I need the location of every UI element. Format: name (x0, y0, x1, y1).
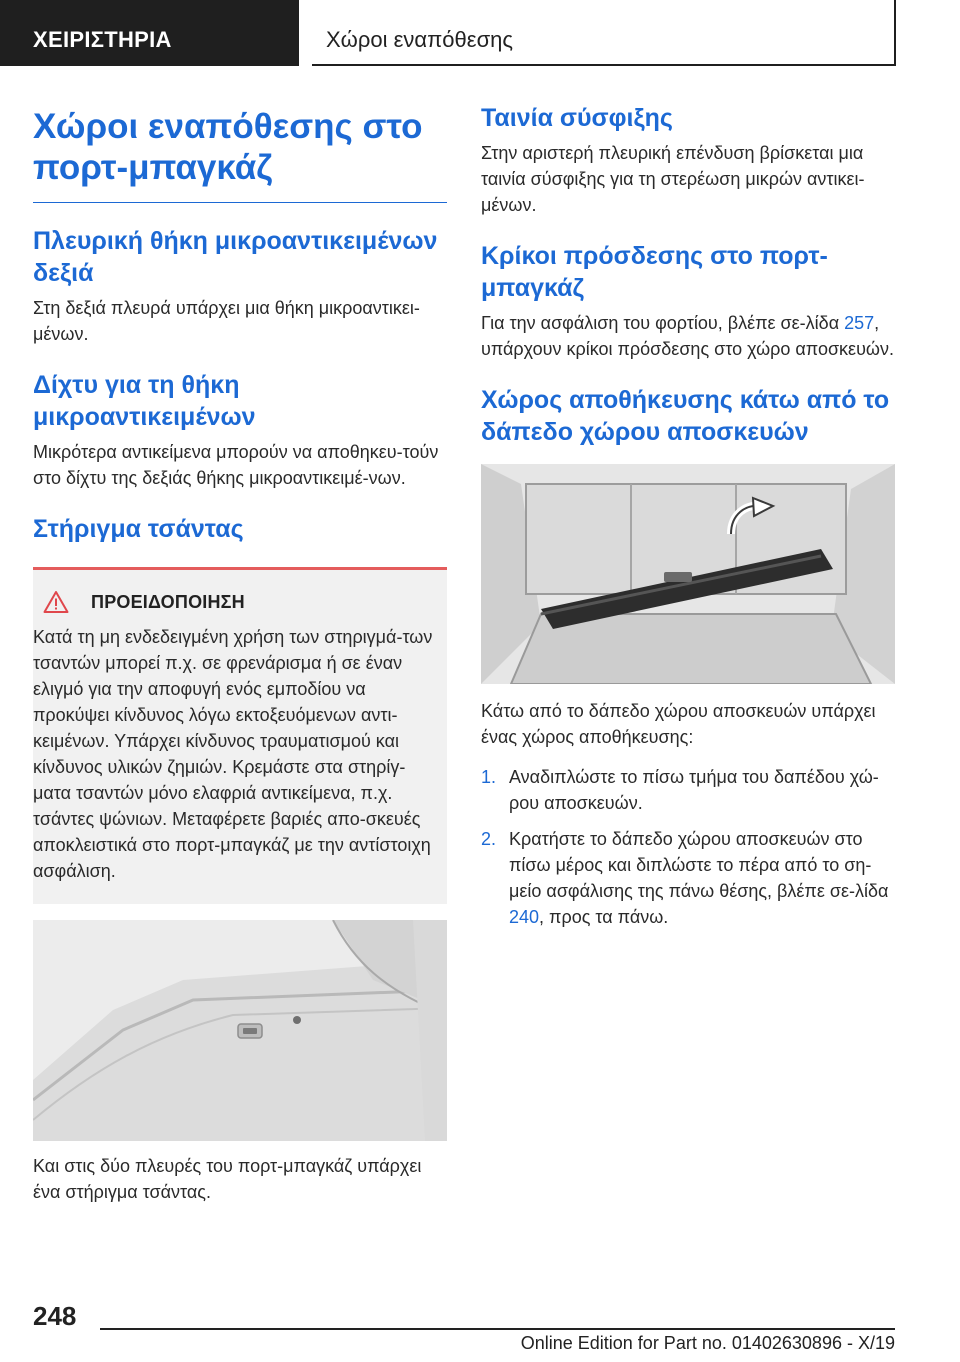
bag-hook-photo (33, 920, 447, 1141)
list-item (481, 826, 895, 930)
step-text-post: , προς τα πάνω. (539, 907, 669, 927)
step-text: Αναδιπλώστε το πίσω τμήμα του δαπέδου χώ-ρου αποσκευών. (509, 767, 879, 813)
heading-side-pocket: Πλευρική θήκη μικροαντικειμένων δεξιά (33, 227, 438, 287)
text-bag-hook: Και στις δύο πλευρές του πορτ-μπαγκάζ υπάρχει ένα στήριγμα τσάντας. (33, 1156, 422, 1202)
heading-bag-hook: Στήριγμα τσάντας (33, 515, 244, 543)
step-number: 2. (481, 829, 497, 849)
steps-list (481, 764, 895, 930)
warning-text: Κατά τη μη ενδεδειγμένη χρήση των στηριγμά-των τσαντών μπορεί π.χ. σε φρενάρισμα ή σε έναν ελιγμό για την αποφυγή ενός εμποδίου να προκύψει κίνδυνος λόγω εκτοξευόμενων αντι-κειμένων. Υπάρχει κίνδυνος τραυματισμού και κίνδυνος υλικών ζημιών. Κρεμάστε στα στηρίγ-ματα τσαντών μόνο ελαφριά αντικείμενα, π.χ. τσάντες ψώνιων. Μεταφέρετε βαριές απο-σκευές αποκλειστικά στο πορτ-μπαγκάζ με την αντίστοιχη ασφάλιση. (33, 627, 433, 881)
heading-rings: Κρίκοι πρόσδεσης στο πορτ-μπαγκάζ (481, 242, 828, 302)
text-underfloor: Κάτω από το δάπεδο χώρου αποσκευών υπάρχει ένας χώρος αποθήκευσης: (481, 701, 876, 747)
text-strap: Στην αριστερή πλευρική επένδυση βρίσκεται μια ταινία σύσφιξης για τη στερέωση μικρών αντικει-μένων. (481, 143, 865, 215)
text-rings-post: , υπάρχουν κρίκοι πρόσδεσης στο χώρο αποσκευών. (481, 313, 894, 359)
list-item (481, 764, 895, 816)
step-text (509, 826, 895, 930)
text-rings (481, 310, 895, 362)
step-text-pre: Κρατήστε το δάπεδο χώρου αποσκευών στο πίσω μέρος και διπλώστε το πέρα από το ση-μείο ασφάλισης της πάνω θέσης, βλέπε σε-λίδα (509, 829, 889, 901)
warning-triangle-icon (43, 590, 69, 614)
underfloor-storage-photo (481, 464, 895, 684)
text-rings-pre: Για την ασφάλιση του φορτίου, βλέπε σε-λίδα (481, 313, 845, 333)
footer-divider (100, 1328, 895, 1330)
page-number: 248 (33, 1301, 77, 1331)
text-net: Μικρότερα αντικείμενα μπορούν να αποθηκευ-τούν στο δίχτυ της δεξιάς θήκης μικροαντικειμέ-νων. (33, 442, 439, 488)
heading-underfloor: Χώρος αποθήκευσης κάτω από το δάπεδο χώρου αποσκευών (481, 386, 890, 446)
page-title: Χώροι εναπόθεσης στο πορτ-μπαγκάζ (33, 106, 447, 203)
text-side-pocket: Στη δεξιά πλευρά υπάρχει μια θήκη μικροαντικει-μένων. (33, 298, 420, 344)
page-link-257[interactable]: 257 (844, 313, 875, 333)
heading-net: Δίχτυ για τη θήκη μικροαντικειμένων (33, 371, 256, 431)
section-title: ΧΕΙΡΙΣΤΗΡΙΑ (0, 0, 299, 66)
heading-strap: Ταινία σύσφιξης (481, 104, 673, 132)
page-header (0, 0, 960, 66)
right-column (481, 100, 895, 930)
warning-title: ΠΡΟΕΙΔΟΠΟΙΗΣΗ (91, 591, 245, 612)
step-number: 1. (481, 767, 497, 787)
chapter-title: Χώροι εναπόθεσης (312, 0, 896, 66)
warning-box (33, 567, 447, 904)
edition-footer: Online Edition for Part no. 01402630896 - X/19 (520, 1333, 895, 1353)
page-link-240[interactable]: 240 (509, 907, 540, 927)
warning-header (33, 590, 433, 614)
left-column (33, 100, 447, 1205)
